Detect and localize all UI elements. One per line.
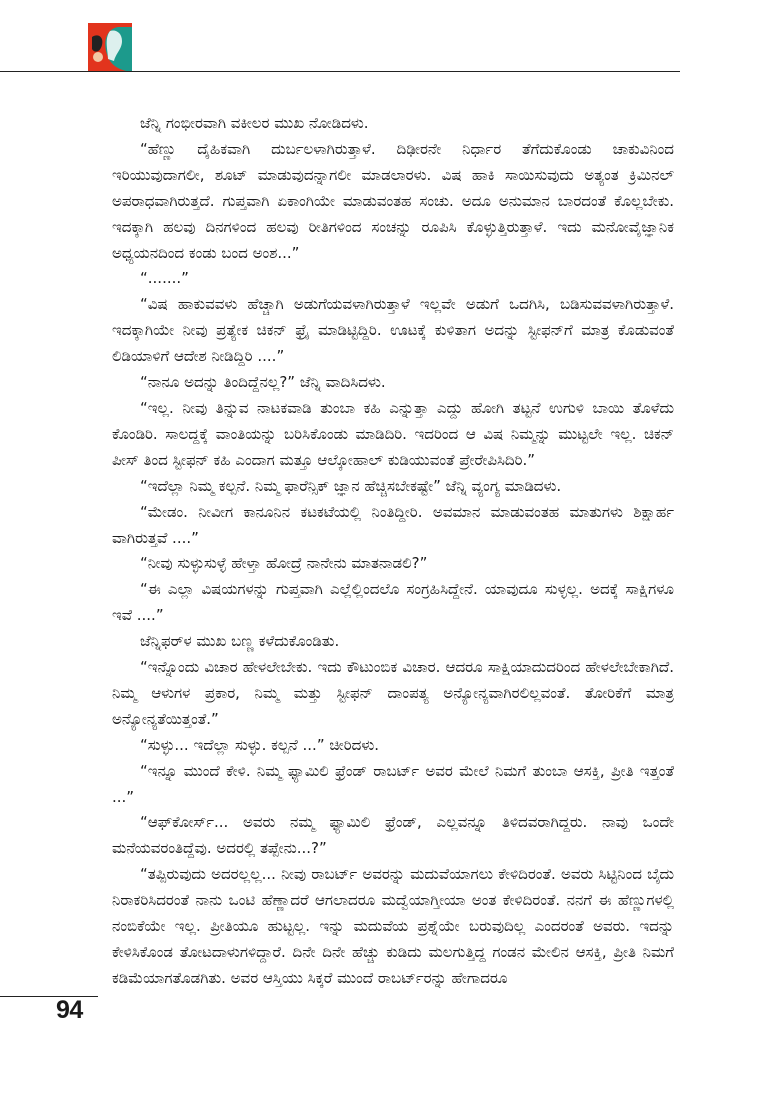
paragraph: “ನೀವು ಸುಳ್ಳುಸುಳ್ಳೆ ಹೇಳ್ತಾ ಹೋದ್ರೆ ನಾನೇನು ಮಾತನಾಡಲಿ?” <box>140 554 428 573</box>
page-number: 94 <box>56 996 83 1024</box>
paragraph: “ವಿಷ ಹಾಕುವವಳು ಹೆಚ್ಚಾಗಿ ಅಡುಗೆಯವಳಾಗಿರುತ್ತಾಳೆ ಇಲ್ಲವೇ ಅಡುಗೆ ಒದಗಿಸಿ, ಬಡಿಸುವವಳಾಗಿರುತ್ತಾಳೆ. ಇದಕ್ಕಾಗಿಯೇ ನೀವು ಪ್ರತ್ಯೇಕ ಚಿಕನ್ ಫ್ರೈ ಮಾಡಿಟ್ಟಿದ್ದಿರಿ. ಊಟಕ್ಕೆ ಕುಳಿತಾಗ ಅದನ್ನು ಸ್ಟೀಫನ್‌ಗೆ ಮಾತ್ರ ಕೊಡುವಂತೆ ಲಿಡಿಯಾಳಿಗೆ ಆದೇಶ ನೀಡಿದ್ದಿರಿ ....” <box>112 295 674 366</box>
paragraph: “ನಾನೂ ಅದನ್ನು ತಿಂದಿದ್ದೆನಲ್ಲ?” ಜೆನ್ನಿ ವಾದಿಸಿದಳು. <box>140 373 386 392</box>
paragraph: “ಇದೆಲ್ಲಾ ನಿಮ್ಮ ಕಲ್ಪನೆ. ನಿಮ್ಮ ಫಾರೆನ್ಸಿಕ್ ಜ್ಞಾನ ಹೆಚ್ಚಿಸಬೇಕಷ್ಟೇ” ಜೆನ್ನಿ ವ್ಯಂಗ್ಯ ಮಾಡಿದಳು. <box>140 476 562 495</box>
publication-logo <box>88 23 132 71</box>
paragraph: ಜೆನ್ನಿಫರ್‌ಳ ಮುಖ ಬಣ್ಣ ಕಳೆದುಕೊಂಡಿತು. <box>140 632 340 651</box>
paragraph: “ಆಫ್‌ಕೋರ್ಸ್... ಅವರು ನಮ್ಮ ಫ್ಯಾಮಿಲಿ ಫ್ರೆಂಡ್, ಎಲ್ಲವನ್ನೂ ತಿಳಿದವರಾಗಿದ್ದರು. ನಾವು ಒಂದೇ ಮನೆಯವರಂತಿದ್ದೆವು. ಅದರಲ್ಲಿ ತಪ್ಪೇನು...?” <box>112 813 674 858</box>
paragraph: “ಸುಳ್ಳು... ಇದೆಲ್ಲಾ ಸುಳ್ಳು. ಕಲ್ಪನೆ ...” ಚೀರಿದಳು. <box>140 735 380 754</box>
footer-rule <box>0 996 98 997</box>
paragraph: “ಈ ಎಲ್ಲಾ ವಿಷಯಗಳನ್ನು ಗುಪ್ತವಾಗಿ ಎಲ್ಲೆಲ್ಲಿಂದಲೊ ಸಂಗ್ರಹಿಸಿದ್ದೇನೆ. ಯಾವುದೂ ಸುಳ್ಳಲ್ಲ. ಅದಕ್ಕೆ ಸಾಕ್ಷಿಗಳೂ ಇವೆ ....” <box>112 580 674 625</box>
paragraph: “ಮೇಡಂ. ನೀವೀಗ ಕಾನೂನಿನ ಕಟಕಟೆಯಲ್ಲಿ ನಿಂತಿದ್ದೀರಿ. ಅವಮಾನ ಮಾಡುವಂತಹ ಮಾತುಗಳು ಶಿಕ್ಷಾರ್ಹ ವಾಗಿರುತ್ತವೆ ....” <box>112 502 674 547</box>
paragraph: “.......” <box>140 269 189 288</box>
header-rule <box>0 71 680 72</box>
body-text <box>112 111 674 992</box>
paragraph: “ಹೆಣ್ಣು ದೈಹಿಕವಾಗಿ ದುರ್ಬಲಳಾಗಿರುತ್ತಾಳೆ. ದಿಢೀರನೇ ನಿರ್ಧಾರ ತೆಗೆದುಕೊಂಡು ಚಾಕುವಿನಿಂದ ಇರಿಯುವುದಾಗಲೀ, ಶೂಟ್ ಮಾಡುವುದನ್ನಾಗಲೀ ಮಾಡಲಾರಳು. ವಿಷ ಹಾಕಿ ಸಾಯಿಸುವುದು ಅತ್ಯಂತ ಕ್ರಿಮಿನಲ್ ಅಪರಾಧವಾಗಿರುತ್ತದೆ. ಗುಪ್ತವಾಗಿ ಏಕಾಂಗಿಯೇ ಮಾಡುವಂತಹ ಸಂಚು. ಅದೂ ಅನುಮಾನ ಬಾರದಂತೆ ಕೊಲ್ಲಬೇಕು. ಇದಕ್ಕಾಗಿ ಹಲವು ದಿನಗಳಿಂದ ಹಲವು ರೀತಿಗಳಿಂದ ಸಂಚನ್ನು ರೂಪಿಸಿ ಕೊಳ್ಳುತ್ತಿರುತ್ತಾಳೆ. ಇದು ಮನೋವೈಜ್ಞಾನಿಕ ಅಧ್ಯಯನದಿಂದ ಕಂಡು ಬಂದ ಅಂಶ...” <box>112 139 674 262</box>
paragraph: “ಇನ್ನೂ ಮುಂದೆ ಕೇಳಿ. ನಿಮ್ಮ ಫ್ಯಾಮಿಲಿ ಫ್ರೆಂಡ್ ರಾಬರ್ಟ್ ಅವರ ಮೇಲೆ ನಿಮಗೆ ತುಂಬಾ ಆಸಕ್ತಿ, ಪ್ರೀತಿ ಇತ್ತಂತೆ ...” <box>112 761 674 806</box>
paragraph: “ತಪ್ಪಿರುವುದು ಅದರಲ್ಲಲ್ಲ... ನೀವು ರಾಬರ್ಟ್ ಅವರನ್ನು ಮದುವೆಯಾಗಲು ಕೇಳಿದಿರಂತೆ. ಅವರು ಸಿಟ್ಟಿನಿಂದ ಬೈದು ನಿರಾಕರಿಸಿದರಂತೆ ನಾನು ಒಂಟಿ ಹೆಣ್ಣಾದರೆ ಆಗಲಾದರೂ ಮದ್ವೆಯಾಗ್ತೀಯಾ ಅಂತ ಕೇಳಿದಿರಂತೆ. ನನಗೆ ಈ ಹೆಣ್ಣುಗಳಲ್ಲಿ ನಂಬಿಕೆಯೇ ಇಲ್ಲ. ಪ್ರೀತಿಯೂ ಹುಟ್ಟಲ್ಲ. ಇನ್ನು ಮದುವೆಯ ಪ್ರಶ್ನೆಯೇ ಬರುವುದಿಲ್ಲ ಎಂದರಂತೆ ಅವರು. ಇದನ್ನು ಕೇಳಿಸಿಕೊಂಡ ತೋಟದಾಳುಗಳಿದ್ದಾರೆ. ದಿನೇ ದಿನೇ ಹೆಚ್ಚು ಕುಡಿದು ಮಲಗುತ್ತಿದ್ದ ಗಂಡನ ಮೇಲಿನ ಆಸಕ್ತಿ, ಪ್ರೀತಿ ನಿಮಗೆ ಕಡಿಮೆಯಾಗತೊಡಗಿತು. ಅವರ ಆಸ್ತಿಯು ಸಿಕ್ಕರೆ ಮುಂದೆ ರಾಬರ್ಟ್‌ರನ್ನು ಹೇಗಾದರೂ <box>112 865 674 987</box>
paragraph: “ಇನ್ನೊಂದು ವಿಚಾರ ಹೇಳಲೇಬೇಕು. ಇದು ಕೌಟುಂಬಿಕ ವಿಚಾರ. ಆದರೂ ಸಾಕ್ಷಿಯಾದುದರಿಂದ ಹೇಳಲೇಬೇಕಾಗಿದೆ. ನಿಮ್ಮ ಆಳುಗಳ ಪ್ರಕಾರ, ನಿಮ್ಮ ಮತ್ತು ಸ್ಟೀಫನ್ ದಾಂಪತ್ಯ ಅನ್ಯೋನ್ಯವಾಗಿರಲಿಲ್ಲವಂತೆ. ತೋರಿಕೆಗೆ ಮಾತ್ರ ಅನ್ಯೋನ್ಯತೆಯಿತ್ತಂತೆ.” <box>112 658 674 728</box>
paragraph: “ಇಲ್ಲ. ನೀವು ತಿನ್ನುವ ನಾಟಕವಾಡಿ ತುಂಬಾ ಕಹಿ ಎನ್ನುತ್ತಾ ಎದ್ದು ಹೋಗಿ ತಟ್ಟನೆ ಉಗುಳಿ ಬಾಯಿ ತೊಳೆದು ಕೊಂಡಿರಿ. ಸಾಲದ್ದಕ್ಕೆ ವಾಂತಿಯನ್ನು ಬರಿಸಿಕೊಂಡು ಮಾಡಿದಿರಿ. ಇದರಿಂದ ಆ ವಿಷ ನಿಮ್ಮನ್ನು ಮುಟ್ಟಲೇ ಇಲ್ಲ. ಚಿಕನ್ ಪೀಸ್ ತಿಂದ ಸ್ಟೀಫನ್ ಕಹಿ ಎಂದಾಗ ಮತ್ತೂ ಆಲ್ಕೋಹಾಲ್ ಕುಡಿಯುವಂತೆ ಪ್ರೇರೇಪಿಸಿದಿರಿ.” <box>112 398 674 469</box>
paragraph: ಜೆನ್ನಿ ಗಂಭೀರವಾಗಿ ವಕೀಲರ ಮುಖ ನೋಡಿದಳು. <box>140 114 369 132</box>
logo-woman-icon <box>88 23 132 71</box>
